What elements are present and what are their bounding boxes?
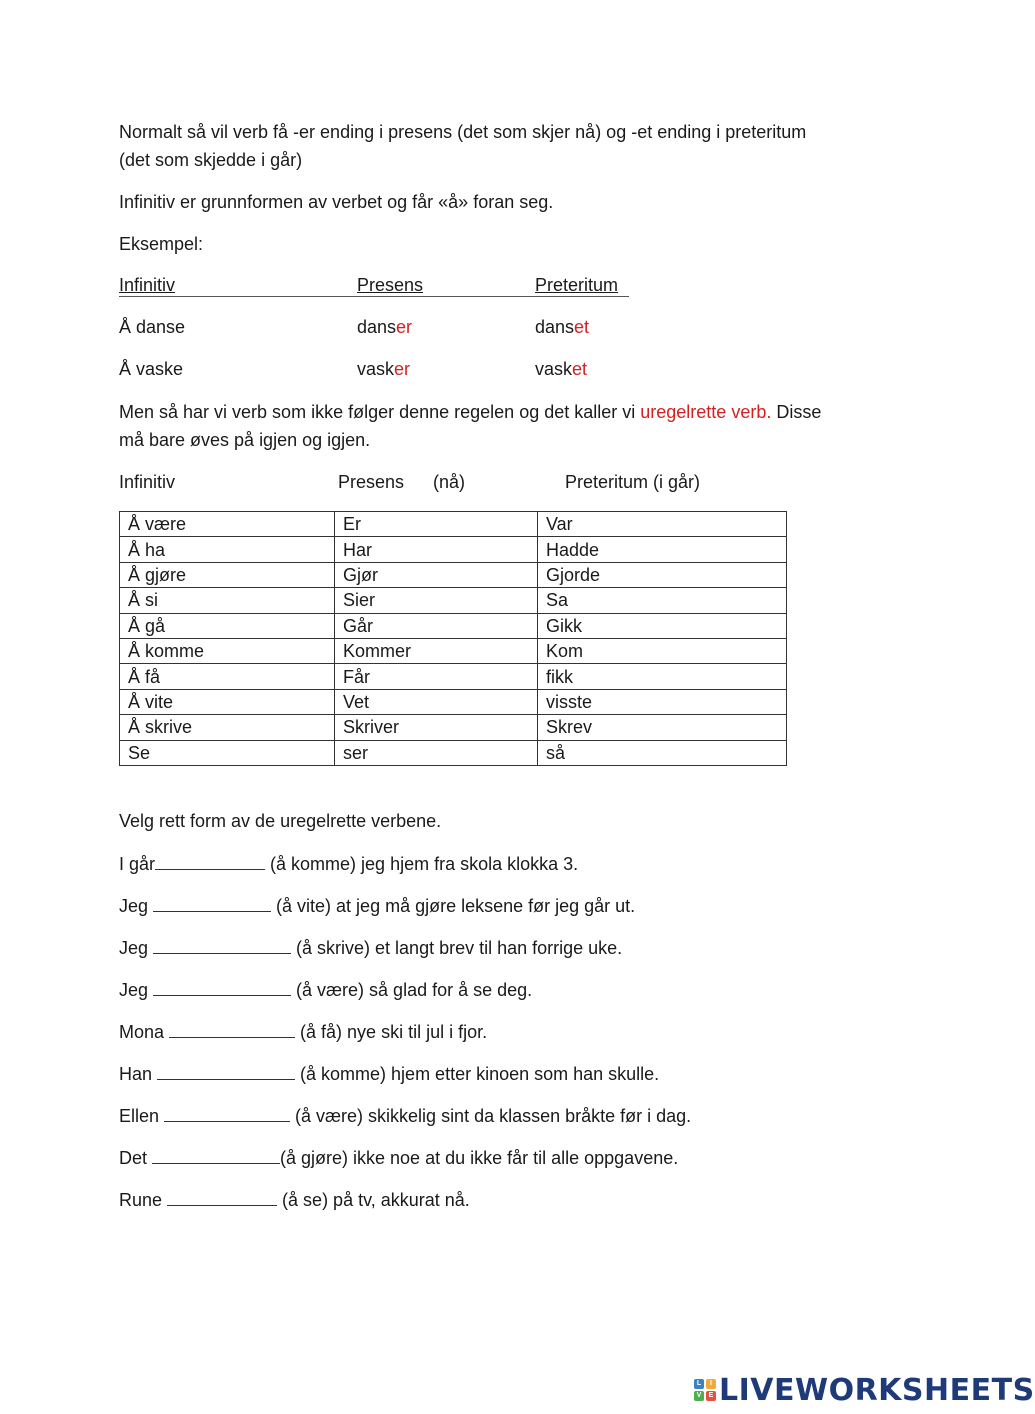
exercise-item-before: Ellen [119,1106,165,1126]
irregular-intro-line-2: må bare øves på igjen og igjen. [119,430,371,450]
exercise-item-before: Jeg [119,980,154,1000]
cell-infinitive: Å gå [120,613,335,638]
logo-tile: I [706,1379,716,1389]
irregular-intro-before: Men så har vi verb som ikke følger denne regelen og det kaller vi [119,402,641,422]
example-row-presens [357,358,410,380]
exercise-item-after: (å gjøre) ikke noe at du ikke får til alle oppgavene. [280,1148,679,1168]
cell-preteritum: fikk [538,664,787,689]
stem: dans [357,317,397,337]
exercise-item-before: Jeg [119,896,154,916]
ending: et [572,359,588,379]
cell-infinitive: Å gjøre [120,562,335,587]
example-row-preteritum [535,316,589,338]
stem: vask [535,359,573,379]
example-row-infinitive: Å vaske [119,359,184,379]
cell-presens: ser [335,740,538,765]
exercise-item-after: (å være) skikkelig sint da klassen bråkte før i dag. [290,1106,692,1126]
cell-preteritum: Skrev [538,715,787,740]
cell-infinitive: Å få [120,664,335,689]
table-row [120,664,787,689]
exercise-item-after: (å få) nye ski til jul i fjor. [295,1022,488,1042]
cell-preteritum: så [538,740,787,765]
irregular-verbs-table [119,511,787,766]
logo-tile: V [694,1391,704,1401]
cell-presens: Er [335,512,538,537]
table-row [120,740,787,765]
exercise-item-after: (å se) på tv, akkurat nå. [277,1190,470,1210]
irregular-intro-highlight: uregelrette verb. [640,402,772,422]
exercise-item-before: Mona [119,1022,170,1042]
table-row [120,512,787,537]
exercise-instruction: Velg rett form av de uregelrette verbene. [119,811,442,831]
answer-blank[interactable] [153,893,271,912]
cell-presens: Gjør [335,562,538,587]
table-row [120,613,787,638]
table-row [120,689,787,714]
answer-blank[interactable] [155,851,265,870]
answer-blank[interactable] [157,1061,295,1080]
intro-line-2: (det som skjedde i går) [119,150,303,170]
exercise-item-before: Rune [119,1190,168,1210]
table-row [120,588,787,613]
liveworksheets-logo-icon [694,1379,716,1401]
example-row-infinitive: Å danse [119,317,186,337]
answer-blank[interactable] [167,1187,277,1206]
cell-infinitive: Å være [120,512,335,537]
cell-infinitive: Se [120,740,335,765]
stem: dans [535,317,575,337]
answer-blank[interactable] [169,1019,295,1038]
exercise-item-after: (å vite) at jeg må gjøre leksene før jeg går ut. [271,896,636,916]
table-row [120,715,787,740]
cell-presens: Går [335,613,538,638]
cell-infinitive: Å skrive [120,715,335,740]
exercise-item [119,1061,659,1086]
exercise-item-after: (å komme) jeg hjem fra skola klokka 3. [265,854,579,874]
cell-infinitive: Å ha [120,537,335,562]
infinitive-definition: Infinitiv er grunnformen av verbet og får «å» foran seg. [119,192,554,212]
table-row [120,562,787,587]
ending: et [574,317,590,337]
example-row-preteritum [535,358,587,380]
liveworksheets-logo-text: LIVEWORKSHEETS [719,1372,1035,1408]
cell-preteritum: visste [538,689,787,714]
answer-blank[interactable] [152,1145,280,1164]
example-row-presens [357,316,412,338]
ending: er [394,359,411,379]
exercise-item-after: (å komme) hjem etter kinoen som han skulle. [295,1064,660,1084]
exercise-item [119,1145,678,1170]
exercise-item [119,893,635,918]
irregular-header-presens-note: (nå) [433,472,466,492]
cell-preteritum: Gikk [538,613,787,638]
table-row [120,638,787,663]
cell-preteritum: Gjorde [538,562,787,587]
cell-presens: Får [335,664,538,689]
exercise-item-before: Han [119,1064,158,1084]
exercise-item [119,977,532,1002]
liveworksheets-logo [694,1373,1035,1407]
example-header-presens: Presens [357,275,424,295]
logo-tile: E [706,1391,716,1401]
exercise-item [119,935,622,960]
exercise-item-before: Jeg [119,938,154,958]
irregular-header-presens: Presens [338,472,405,492]
cell-presens: Skriver [335,715,538,740]
answer-blank[interactable] [153,935,291,954]
irregular-header-preteritum: Preteritum (i går) [565,472,701,492]
exercise-item [119,1019,487,1044]
exercise-item [119,1103,691,1128]
exercise-item [119,851,578,876]
answer-blank[interactable] [164,1103,290,1122]
cell-presens: Vet [335,689,538,714]
logo-tile: L [694,1379,704,1389]
stem: vask [357,359,395,379]
example-header-preteritum: Preteritum [535,275,619,295]
exercise-item-before: I går [119,854,156,874]
intro-line-1: Normalt så vil verb få -er ending i presens (det som skjer nå) og -et ending i preteritum [119,122,807,142]
exercise-item-before: Det [119,1148,153,1168]
irregular-intro-after: Disse [771,402,822,422]
cell-presens: Sier [335,588,538,613]
answer-blank[interactable] [153,977,291,996]
irregular-intro [119,398,889,454]
cell-preteritum: Var [538,512,787,537]
cell-infinitive: Å vite [120,689,335,714]
cell-presens: Kommer [335,638,538,663]
cell-infinitive: Å komme [120,638,335,663]
irregular-header-infinitive: Infinitiv [119,472,176,492]
example-label: Eksempel: [119,234,204,254]
cell-preteritum: Kom [538,638,787,663]
exercise-item-after: (å være) så glad for å se deg. [291,980,533,1000]
cell-infinitive: Å si [120,588,335,613]
table-row [120,537,787,562]
exercise-item-after: (å skrive) et langt brev til han forrige uke. [291,938,623,958]
cell-preteritum: Hadde [538,537,787,562]
exercise-item [119,1187,470,1212]
cell-presens: Har [335,537,538,562]
ending: er [396,317,413,337]
intro-paragraph [119,118,879,174]
example-header-infinitive: Infinitiv [119,275,176,295]
cell-preteritum: Sa [538,588,787,613]
